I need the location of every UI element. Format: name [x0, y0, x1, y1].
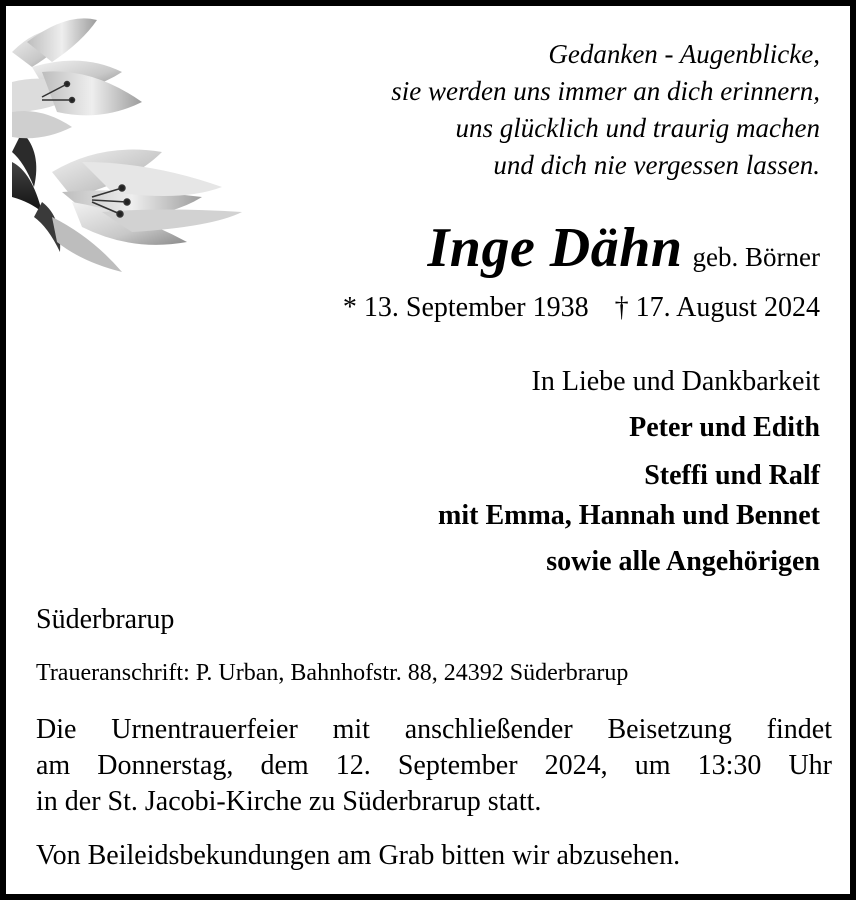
mourners-intro: In Liebe und Dankbarkeit — [531, 366, 820, 397]
lily-flowers-image — [12, 12, 248, 276]
ceremony-notice — [36, 712, 832, 820]
life-dates — [343, 292, 820, 324]
ceremony-line: in der St. Jacobi-Kirche zu Süderbrarup statt. — [36, 786, 542, 817]
poem-line: sie werden uns immer an dich erinnern, — [391, 76, 820, 106]
ceremony-line: Die Urnentrauerfeier mit anschließender Beisetzung findet — [36, 714, 832, 745]
death-date: † 17. August 2024 — [614, 292, 820, 323]
poem — [220, 36, 820, 184]
birth-date: * 13. September 1938 — [342, 292, 589, 323]
maiden-name: geb. Börner — [692, 242, 820, 272]
mourning-address: Traueranschrift: P. Urban, Bahnhofstr. 88, 24392 Süderbrarup — [36, 660, 629, 686]
ceremony-line: am Donnerstag, dem 12. September 2024, um 13:30 Uhr — [36, 750, 832, 781]
place: Süderbrarup — [36, 604, 175, 635]
mourner-line: sowie alle Angehörigen — [546, 546, 820, 577]
mourner-line: Peter und Edith — [629, 412, 820, 443]
mourners — [120, 362, 820, 582]
deceased-name: Inge Dähn — [427, 217, 683, 279]
deceased-name-line — [428, 216, 821, 280]
mourner-line: mit Emma, Hannah und Bennet — [438, 500, 820, 531]
condolence-note: Von Beileidsbekundungen am Grab bitten wir abzusehen. — [36, 840, 681, 871]
poem-line: und dich nie vergessen lassen. — [493, 150, 820, 180]
mourner-line: Steffi und Ralf — [644, 460, 820, 491]
poem-line: Gedanken - Augenblicke, — [548, 39, 820, 69]
poem-line: uns glücklich und traurig machen — [455, 113, 820, 143]
